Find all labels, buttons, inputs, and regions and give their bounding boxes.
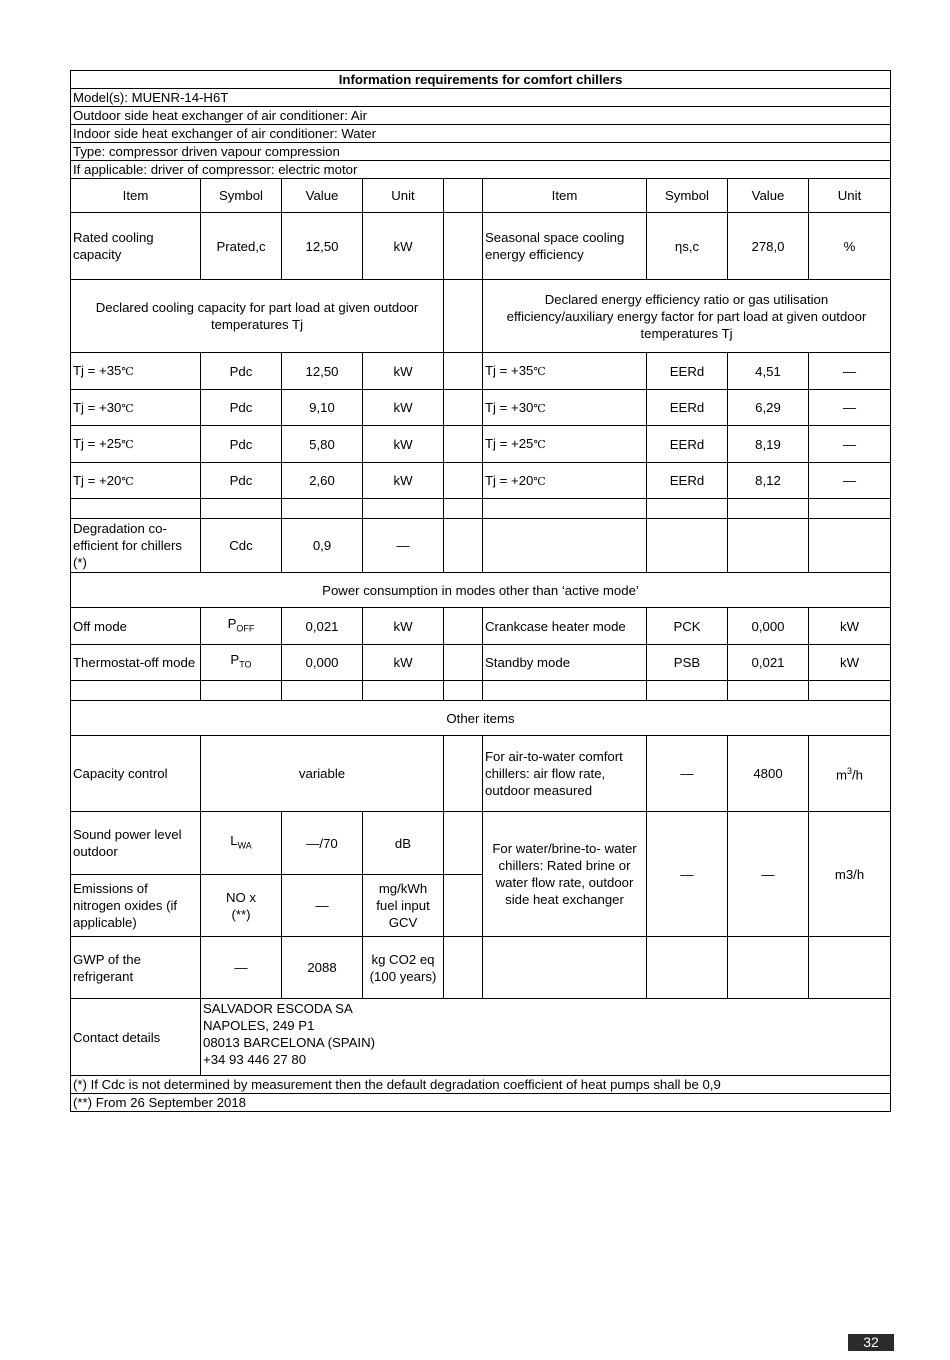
sound-item: Sound power level outdoor [71, 812, 201, 875]
header-value-right: Value [728, 179, 809, 213]
tj-value: 2,60 [282, 463, 363, 499]
tj-value: 9,10 [282, 390, 363, 426]
gwp-item: GWP of the refrigerant [71, 937, 201, 999]
tj-unit: kW [363, 353, 444, 390]
outdoor-exchanger-line: Outdoor side heat exchanger of air conditioner: Air [71, 107, 891, 125]
air-flow-symbol: — [647, 736, 728, 812]
header-unit: Unit [363, 179, 444, 213]
nox-symbol: NO x (**) [201, 875, 282, 937]
gwp-row [71, 937, 891, 999]
driver-line: If applicable: driver of compressor: electric motor [71, 161, 891, 179]
header-value: Value [282, 179, 363, 213]
capacity-item: Capacity control [71, 736, 201, 812]
power-heading-row [71, 573, 891, 608]
standby-unit: kW [809, 645, 891, 681]
capacity-value: variable [201, 736, 444, 812]
thermostat-unit: kW [363, 645, 444, 681]
tj-label: Tj = +35℃ [71, 353, 201, 390]
nox-unit: mg/kWh fuel input GCV [363, 875, 444, 937]
info-row [71, 107, 891, 125]
spacer-cell [444, 390, 483, 426]
thermostat-row [71, 645, 891, 681]
tj-label: Tj = +30℃ [71, 390, 201, 426]
footnote-cdc: (*) If Cdc is not determined by measurement then the default degradation coefficient of heat pumps shall be 0,9 [71, 1076, 891, 1094]
spacer-cell [444, 812, 483, 875]
tj-value: 12,50 [282, 353, 363, 390]
other-heading-row [71, 701, 891, 736]
tj-label-right: Tj = +25℃ [483, 426, 647, 463]
spacer-cell [444, 736, 483, 812]
air-flow-value: 4800 [728, 736, 809, 812]
sound-symbol: $L_{WA}$ [201, 812, 282, 875]
seasonal-item: Seasonal space cooling energy efficiency [483, 213, 647, 280]
header-item-right: Item [483, 179, 647, 213]
water-flow-value: — [728, 812, 809, 937]
spacer-cell [444, 645, 483, 681]
header-row [71, 179, 891, 213]
off-mode-symbol: $P_{OFF}$ [201, 608, 282, 645]
table-title: Information requirements for comfort chillers [71, 71, 891, 89]
tj-symbol-right: EERd [647, 353, 728, 390]
tj-symbol: Pdc [201, 463, 282, 499]
crankcase-unit: kW [809, 608, 891, 645]
nox-value: — [282, 875, 363, 937]
degradation-item: Degradation co-efficient for chillers (*) [71, 519, 201, 573]
info-row [71, 143, 891, 161]
tj-row [71, 463, 891, 499]
contact-street: NAPOLES, 249 P1 [203, 1018, 315, 1033]
contact-city: 08013 BARCELONA (SPAIN) [203, 1035, 375, 1050]
info-row [71, 89, 891, 107]
other-heading: Other items [71, 701, 891, 736]
off-mode-unit: kW [363, 608, 444, 645]
declared-right-heading: Declared energy efficiency ratio or gas utilisation efficiency/auxiliary energy factor for part load at given outdoor temperatures Tj [483, 280, 891, 353]
tj-symbol-right: EERd [647, 390, 728, 426]
seasonal-value: 278,0 [728, 213, 809, 280]
spacer-cell [444, 280, 483, 353]
seasonal-unit: % [809, 213, 891, 280]
tj-label-right: Tj = +35℃ [483, 353, 647, 390]
standby-item: Standby mode [483, 645, 647, 681]
nox-item: Emissions of nitrogen oxides (if applicable) [71, 875, 201, 937]
contact-row [71, 999, 891, 1076]
header-symbol: Symbol [201, 179, 282, 213]
footnote-row [71, 1076, 891, 1094]
tj-symbol: Pdc [201, 390, 282, 426]
type-line: Type: compressor driven vapour compression [71, 143, 891, 161]
degradation-unit: — [363, 519, 444, 573]
tj-value-right: 8,12 [728, 463, 809, 499]
sound-row [71, 812, 891, 875]
model-line: Model(s): MUENR-14-H6T [71, 89, 891, 107]
declared-row [71, 280, 891, 353]
seasonal-symbol: ηs,c [647, 213, 728, 280]
contact-company: SALVADOR ESCODA SA [203, 1001, 353, 1016]
tj-symbol-right: EERd [647, 463, 728, 499]
spacer-cell [444, 353, 483, 390]
declared-left-heading: Declared cooling capacity for part load at given outdoor temperatures Tj [71, 280, 444, 353]
tj-row [71, 426, 891, 463]
gwp-unit: kg CO2 eq (100 years) [363, 937, 444, 999]
tj-symbol-right: EERd [647, 426, 728, 463]
title-row [71, 71, 891, 89]
tj-value: 5,80 [282, 426, 363, 463]
tj-label: Tj = +25℃ [71, 426, 201, 463]
header-symbol-right: Symbol [647, 179, 728, 213]
air-flow-item: For air-to-water comfort chillers: air flow rate, outdoor measured [483, 736, 647, 812]
sound-unit: dB [363, 812, 444, 875]
contact-phone: +34 93 446 27 80 [203, 1052, 307, 1067]
tj-unit: kW [363, 463, 444, 499]
tj-unit: kW [363, 390, 444, 426]
tj-row [71, 390, 891, 426]
thermostat-symbol: $P_{TO}$ [201, 645, 282, 681]
tj-value-right: 6,29 [728, 390, 809, 426]
capacity-row [71, 736, 891, 812]
tj-symbol: Pdc [201, 426, 282, 463]
tj-label: Tj = +20℃ [71, 463, 201, 499]
tj-value-right: 8,19 [728, 426, 809, 463]
standby-value: 0,021 [728, 645, 809, 681]
spacer-cell [444, 213, 483, 280]
standby-symbol: PSB [647, 645, 728, 681]
tj-value-right: 4,51 [728, 353, 809, 390]
thermostat-item: Thermostat-off mode [71, 645, 201, 681]
header-unit-right: Unit [809, 179, 891, 213]
spacer-cell [444, 608, 483, 645]
tj-unit: kW [363, 426, 444, 463]
info-row [71, 125, 891, 143]
sound-value: —/70 [282, 812, 363, 875]
contact-label: Contact details [71, 999, 201, 1076]
water-flow-symbol: — [647, 812, 728, 937]
degradation-value: 0,9 [282, 519, 363, 573]
rated-row [71, 213, 891, 280]
rated-value: 12,50 [282, 213, 363, 280]
crankcase-item: Crankcase heater mode [483, 608, 647, 645]
empty-row [71, 681, 891, 701]
tj-label-right: Tj = +30℃ [483, 390, 647, 426]
footnote-row [71, 1094, 891, 1112]
gwp-value: 2088 [282, 937, 363, 999]
tj-unit-right: — [809, 426, 891, 463]
contact-details [201, 999, 891, 1076]
tj-label-right: Tj = +20℃ [483, 463, 647, 499]
spacer-cell [444, 875, 483, 937]
off-mode-value: 0,021 [282, 608, 363, 645]
indoor-exchanger-line: Indoor side heat exchanger of air conditioner: Water [71, 125, 891, 143]
page-number: 32 [848, 1334, 894, 1351]
crankcase-value: 0,000 [728, 608, 809, 645]
info-row [71, 161, 891, 179]
rated-unit: kW [363, 213, 444, 280]
crankcase-symbol: PCK [647, 608, 728, 645]
off-mode-row [71, 608, 891, 645]
tj-unit-right: — [809, 353, 891, 390]
spacer-cell [444, 463, 483, 499]
footnote-date: (**) From 26 September 2018 [71, 1094, 891, 1112]
water-flow-unit: m3/h [809, 812, 891, 937]
air-flow-unit: $m^3/h$ [809, 736, 891, 812]
spacer-cell [444, 179, 483, 213]
rated-symbol: Prated,c [201, 213, 282, 280]
thermostat-value: 0,000 [282, 645, 363, 681]
water-flow-item: For water/brine-to- water chillers: Rated brine or water flow rate, outdoor side heat exchanger [483, 812, 647, 937]
tj-unit-right: — [809, 463, 891, 499]
power-heading: Power consumption in modes other than ‘active mode’ [71, 573, 891, 608]
degradation-row [71, 519, 891, 573]
spacer-cell [444, 426, 483, 463]
rated-item: Rated cooling capacity [71, 213, 201, 280]
chiller-info-table [70, 70, 891, 1112]
tj-unit-right: — [809, 390, 891, 426]
tj-symbol: Pdc [201, 353, 282, 390]
off-mode-item: Off mode [71, 608, 201, 645]
degradation-symbol: Cdc [201, 519, 282, 573]
tj-row [71, 353, 891, 390]
header-item: Item [71, 179, 201, 213]
empty-row [71, 499, 891, 519]
gwp-symbol: — [201, 937, 282, 999]
